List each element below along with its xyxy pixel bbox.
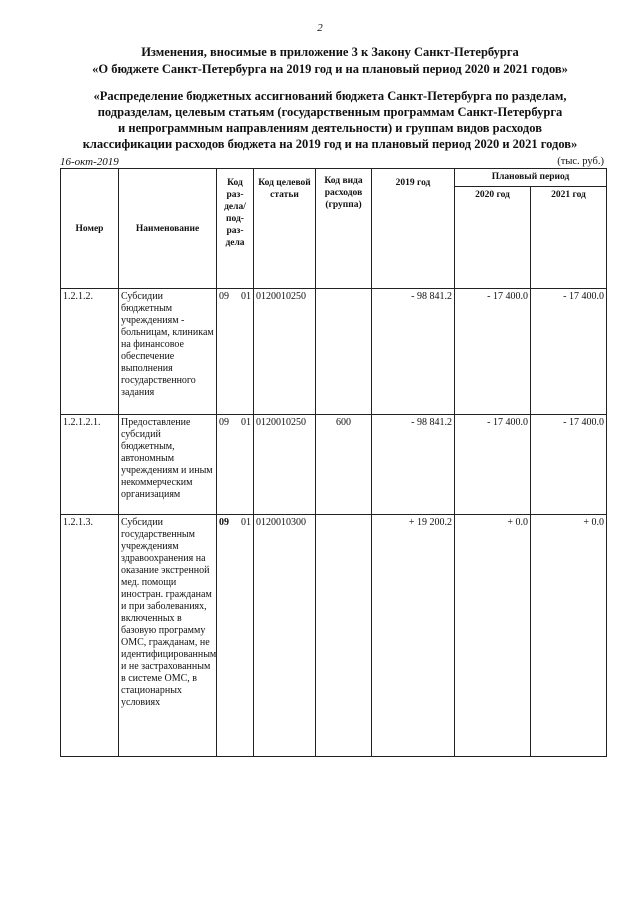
table-row	[61, 289, 607, 415]
row-target: 0120010250	[254, 415, 316, 515]
row-number: 1.2.1.2.1.	[61, 415, 119, 515]
budget-table	[60, 168, 607, 757]
table-row	[61, 515, 607, 757]
page-number: 2	[317, 22, 323, 34]
row-2021: + 0.0	[531, 515, 607, 757]
subtitle-line-4: классификации расходов бюджета на 2019 год и на плановый период 2020 и 2021 годов»	[82, 137, 578, 151]
row-2021: - 17 400.0	[531, 415, 607, 515]
row-2020: + 0.0	[455, 515, 531, 757]
row-name: Субсидии бюджетным учреждениям - больницам, клиникам на финансовое обеспечение выполнения государственного задания	[119, 289, 217, 415]
row-section: 09 01	[217, 289, 254, 415]
row-name: Предоставление субсидий бюджетным, автономным учреждениям и иным некоммерческим организациям	[119, 415, 217, 515]
header-2020: 2020 год	[455, 187, 531, 289]
subtitle-line-1: «Распределение бюджетных ассигнований бюджета Санкт-Петербурга по разделам,	[93, 89, 567, 103]
subtitle-line-2: подразделам, целевым статьям (государственным программам Санкт-Петербурга	[97, 105, 563, 119]
table-row	[61, 415, 607, 515]
header-planned-period: Плановый период	[455, 169, 607, 187]
header-section: Код раз-дела/ под-раз-дела	[217, 169, 254, 289]
header-number: Номер	[61, 169, 119, 289]
row-2019: - 98 841.2	[372, 415, 455, 515]
header-target: Код целевой статьи	[254, 169, 316, 289]
header-expense-type: Код вида расходов (группа)	[316, 169, 372, 289]
units-label: (тыс. руб.)	[557, 156, 604, 167]
row-expense-type: 600	[316, 415, 372, 515]
row-number: 1.2.1.3.	[61, 515, 119, 757]
subtitle-line-3: и непрограммным направлениям деятельности) и группам видов расходов	[118, 121, 542, 135]
row-target: 0120010250	[254, 289, 316, 415]
row-expense-type	[316, 515, 372, 757]
title-line-1: Изменения, вносимые в приложение 3 к Закону Санкт-Петербурга	[141, 45, 519, 59]
document-subtitle	[40, 88, 620, 152]
row-2020: - 17 400.0	[455, 415, 531, 515]
header-2019: 2019 год	[372, 169, 455, 289]
row-section: 09 01	[217, 415, 254, 515]
row-2019: + 19 200.2	[372, 515, 455, 757]
row-2021: - 17 400.0	[531, 289, 607, 415]
row-2019: - 98 841.2	[372, 289, 455, 415]
header-2021: 2021 год	[531, 187, 607, 289]
document-date: 16-окт-2019	[60, 156, 119, 168]
title-line-2: «О бюджете Санкт-Петербурга на 2019 год и на плановый период 2020 и 2021 годов»	[92, 62, 568, 76]
row-expense-type	[316, 289, 372, 415]
row-section: 09 01	[217, 515, 254, 757]
row-name: Субсидии государственным учреждениям здравоохранения на оказание экстренной мед. помощи иностран. гражданам и при заболеваниях, включенных в базовую программу ОМС, гражданам, не идентифицированным и не застрахованным в системе ОМС, в стационарных условиях	[119, 515, 217, 757]
document-title	[40, 44, 620, 78]
row-2020: - 17 400.0	[455, 289, 531, 415]
row-number: 1.2.1.2.	[61, 289, 119, 415]
header-name: Наименование	[119, 169, 217, 289]
row-target: 0120010300	[254, 515, 316, 757]
